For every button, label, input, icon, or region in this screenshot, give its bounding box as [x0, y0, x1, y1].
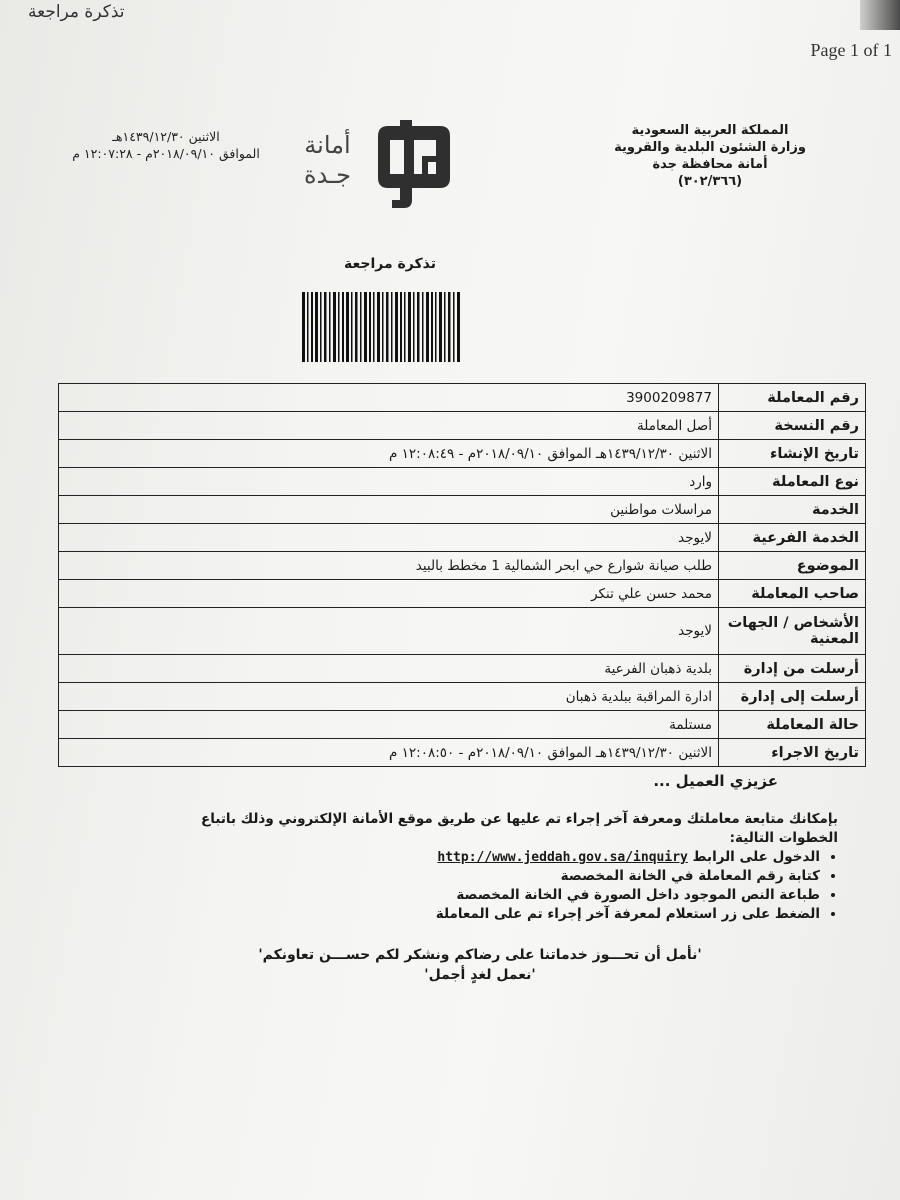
- closing-line-1: 'نأمل أن تحـــوز خدماتنا على رضاكم ونشكر لكم حســـن تعاونكم': [258, 947, 702, 963]
- concerned-parties: لايوجد: [59, 608, 719, 655]
- logo-text-line2: جـدة: [303, 161, 352, 189]
- list-item: [260, 848, 820, 867]
- greeting: عزيزي العميل ...: [653, 772, 778, 790]
- sent-from-department: بلدية ذهبان الفرعية: [59, 655, 719, 683]
- subject: طلب صيانة شوارع حي ابحر الشمالية 1 مخطط بالبيد: [59, 552, 719, 580]
- table-row: [59, 468, 866, 496]
- table-row: [59, 496, 866, 524]
- inquiry-link[interactable]: http://www.jeddah.gov.sa/inquiry: [437, 850, 688, 865]
- table-row: [59, 580, 866, 608]
- gov-line-municipality: أمانة محافظة جدة: [652, 157, 768, 172]
- list-item: • الضغط على زر استعلام لمعرفة آخر إجراء تم على المعاملة: [260, 905, 820, 924]
- row-label: صاحب المعاملة: [719, 580, 866, 608]
- step-1-text: الدخول على الرابط: [692, 849, 820, 865]
- row-label: تاريخ الاجراء: [719, 739, 866, 767]
- transaction-owner: محمد حسن علي تنكر: [59, 580, 719, 608]
- table-row: [59, 711, 866, 739]
- closing-message: [230, 945, 730, 985]
- print-date-gregorian: الموافق ٢٠١٨/٠٩/١٠م - ١٢:٠٧:٢٨ م: [72, 146, 260, 161]
- logo-mark-icon: [370, 116, 456, 212]
- row-label: تاريخ الإنشاء: [719, 440, 866, 468]
- table-row: [59, 524, 866, 552]
- row-label: الخدمة: [719, 496, 866, 524]
- instructions-intro: بإمكانك متابعة معاملتك ومعرفة آخر إجراء تم عليها عن طريق موقع الأمانة الإلكتروني وذلك باتباع الخطوات التالية:: [201, 811, 838, 846]
- table-row: [59, 683, 866, 711]
- ticket-title: تذكرة مراجعة: [344, 256, 436, 272]
- government-header: [580, 122, 840, 190]
- jeddah-municipality-logo: [290, 112, 470, 217]
- row-label: حالة المعاملة: [719, 711, 866, 739]
- background-corner: [860, 0, 900, 30]
- sent-to-department: ادارة المراقبة ببلدية ذهبان: [59, 683, 719, 711]
- transaction-details-table: [58, 383, 866, 767]
- row-label: رقم المعاملة: [719, 384, 866, 412]
- row-label: الخدمة الفرعية: [719, 524, 866, 552]
- service: مراسلات مواطنين: [59, 496, 719, 524]
- gov-line-kingdom: المملكة العربية السعودية: [631, 123, 789, 138]
- action-date: الاثنين ١٤٣٩/١٢/٣٠هـ الموافق ٢٠١٨/٠٩/١٠م - ١٢:٠٨:٥٠ م: [59, 739, 719, 767]
- copy-number: أصل المعاملة: [59, 412, 719, 440]
- print-header: تذكرة مراجعة: [28, 2, 125, 22]
- print-date-hijri: الاثنين ١٤٣٩/١٢/٣٠هـ: [112, 129, 220, 144]
- list-item: • كتابة رقم المعاملة في الخانة المخصصة: [260, 867, 820, 886]
- transaction-number: 3900209877: [59, 384, 719, 412]
- instruction-steps: [260, 848, 838, 924]
- sub-service: لايوجد: [59, 524, 719, 552]
- row-label: أرسلت من إدارة: [719, 655, 866, 683]
- row-label: أرسلت إلى إدارة: [719, 683, 866, 711]
- table-row: [59, 552, 866, 580]
- table-row: [59, 384, 866, 412]
- creation-date: الاثنين ١٤٣٩/١٢/٣٠هـ الموافق ٢٠١٨/٠٩/١٠م - ١٢:٠٨:٤٩ م: [59, 440, 719, 468]
- table-row: [59, 739, 866, 767]
- transaction-status: مستلمة: [59, 711, 719, 739]
- table-row: [59, 608, 866, 655]
- row-label: الأشخاص / الجهات المعنية: [719, 608, 866, 655]
- gov-line-ministry: وزارة الشئون البلدية والقروية: [614, 140, 806, 155]
- gov-line-code: (٣٠٢/٣٦٦): [677, 174, 743, 189]
- table-row: [59, 412, 866, 440]
- page-number: Page 1 of 1: [810, 40, 892, 60]
- print-date: [42, 128, 290, 162]
- closing-line-2: 'نعمل لغدٍ أجمل': [424, 967, 536, 983]
- logo-text-line1: أمانة: [304, 131, 351, 159]
- logo-text: [290, 130, 365, 190]
- list-item: • طباعة النص الموجود داخل الصورة في الخانة المخصصة: [260, 886, 820, 905]
- barcode: [302, 292, 460, 362]
- row-label: الموضوع: [719, 552, 866, 580]
- row-label: رقم النسخة: [719, 412, 866, 440]
- table-row: [59, 440, 866, 468]
- row-label: نوع المعاملة: [719, 468, 866, 496]
- transaction-type: وارد: [59, 468, 719, 496]
- table-row: [59, 655, 866, 683]
